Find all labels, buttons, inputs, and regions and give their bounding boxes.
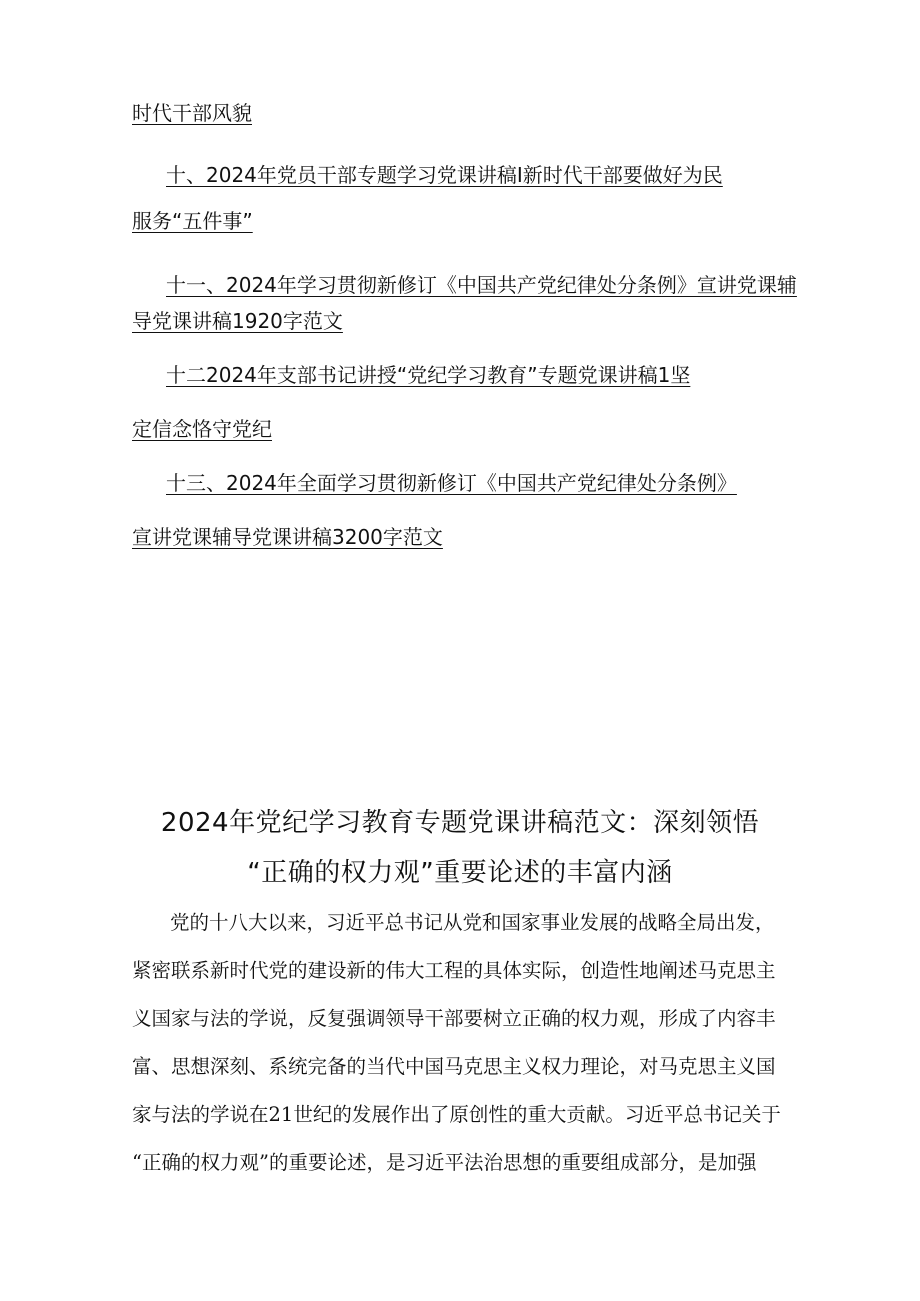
paragraph-line: 紧密联系新时代党的建设新的伟大工程的具体实际，创造性地阐述马克思主	[132, 959, 776, 982]
article-title-line-1: 2024年党纪学习教育专题党课讲稿范文：深刻领悟	[160, 808, 760, 838]
toc-line[interactable]: 导党课讲稿1920字范文	[132, 309, 343, 333]
toc-line[interactable]: 服务“五件事”	[132, 209, 253, 233]
toc-line[interactable]: 十二2024年支部书记讲授“党纪学习教育”专题党课讲稿1坚	[166, 363, 691, 387]
toc-line[interactable]: 定信念恪守党纪	[132, 417, 272, 441]
toc-line[interactable]: 十、2024年党员干部专题学习党课讲稿I新时代干部要做好为民	[166, 163, 723, 187]
toc-line[interactable]: 十一、2024年学习贯彻新修订《中国共产党纪律处分条例》宣讲党课辅	[166, 273, 797, 297]
paragraph-line: 义国家与法的学说，反复强调领导干部要树立正确的权力观，形成了内容丰	[132, 1007, 776, 1030]
paragraph-line: 党的十八大以来，习近平总书记从党和国家事业发展的战略全局出发，	[170, 911, 775, 934]
toc-line[interactable]: 十三、2024年全面学习贯彻新修订《中国共产党纪律处分条例》	[166, 471, 737, 495]
toc-line[interactable]: 时代干部风貌	[132, 101, 252, 125]
paragraph-line: 富、思想深刻、系统完备的当代中国马克思主义权力理论，对马克思主义国	[132, 1055, 776, 1078]
paragraph-line: 家与法的学说在21世纪的发展作出了原创性的重大贡献。习近平总书记关于	[132, 1103, 781, 1126]
toc-line[interactable]: 宣讲党课辅导党课讲稿3200字范文	[132, 525, 443, 549]
article-title-line-2: “正确的权力观”重要论述的丰富内涵	[247, 858, 673, 888]
paragraph-line: “正确的权力观”的重要论述，是习近平法治思想的重要组成部分，是加强	[132, 1151, 757, 1174]
